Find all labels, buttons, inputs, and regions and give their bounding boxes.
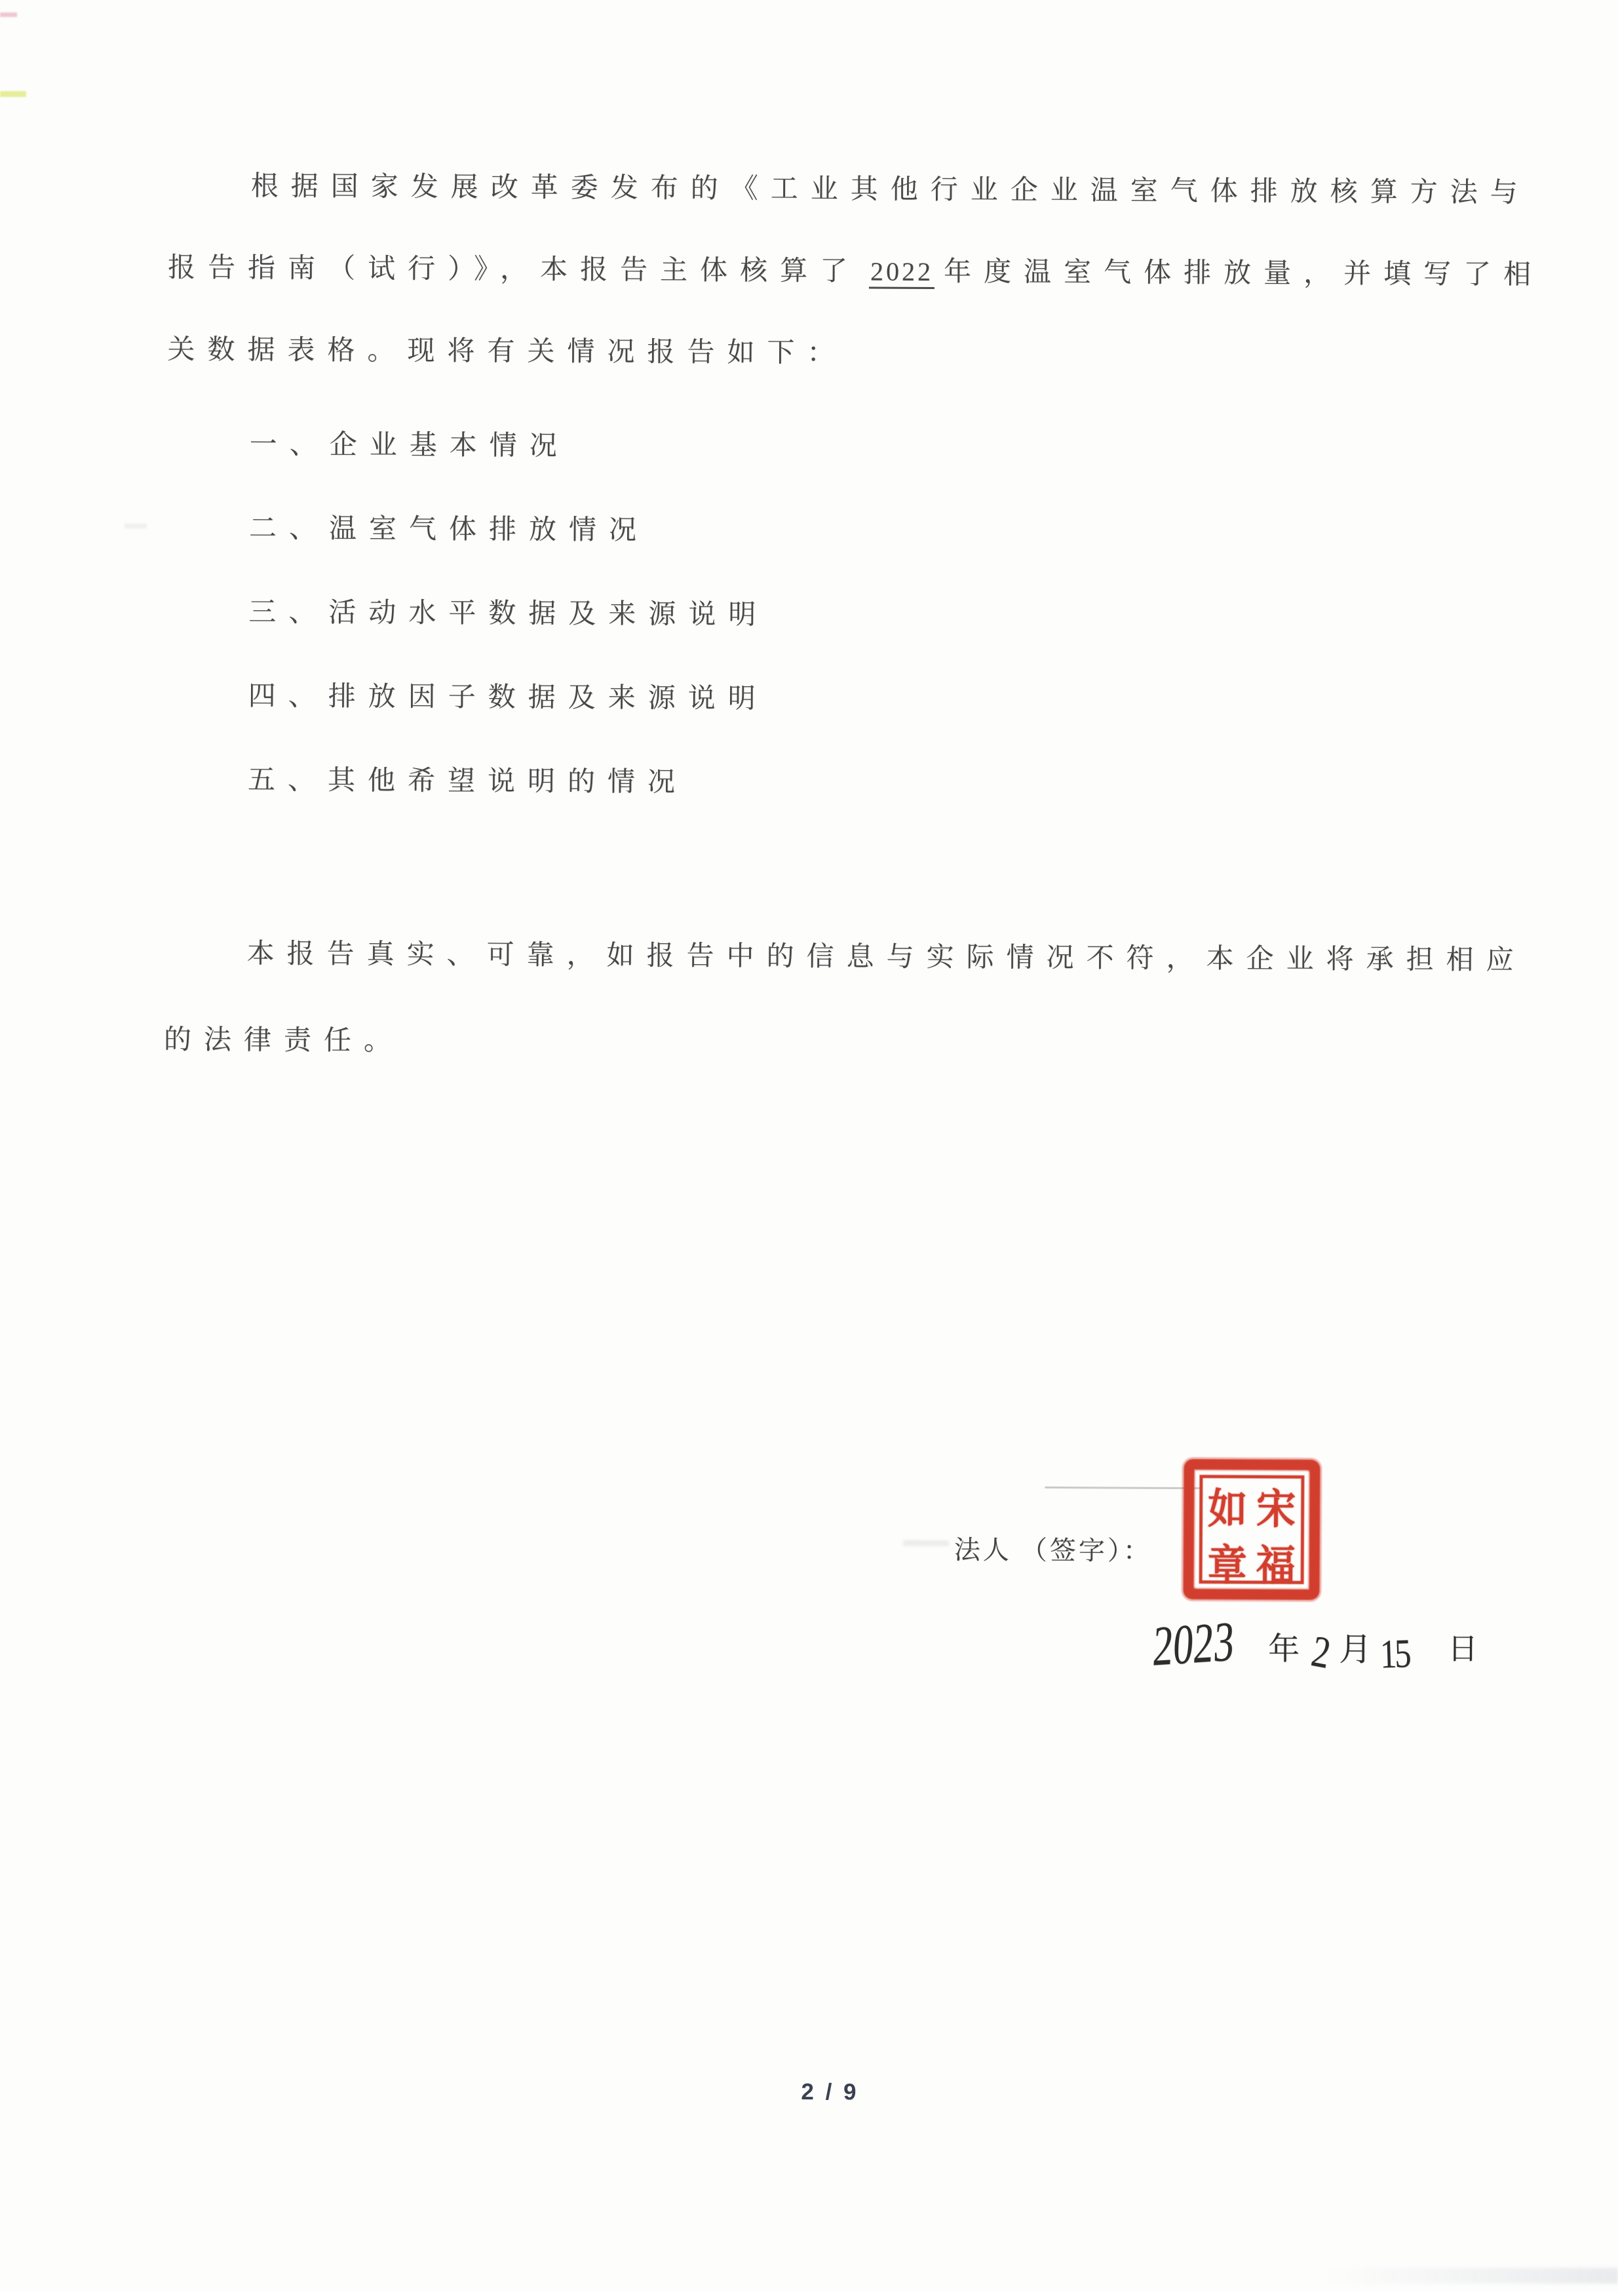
date-year: 2023 (1151, 1609, 1237, 1678)
list-item: 三、活动水平数据及来源说明 (248, 597, 769, 631)
scan-artifact-green-mark (0, 91, 26, 97)
page-number: 2 / 9 (801, 2078, 859, 2105)
intro-line-3: 关数据表格。现将有关情况报告如下： (167, 334, 847, 369)
seal-character: 宋 (1256, 1487, 1296, 1532)
scan-artifact-line (1045, 1487, 1202, 1489)
scan-artifact-smudge (903, 1540, 949, 1546)
seal-character: 章 (1207, 1542, 1247, 1589)
date-day-unit: 日 (1447, 1632, 1478, 1666)
declaration-paragraph (164, 910, 1567, 1091)
report-year-underlined: 2022 (869, 258, 934, 289)
scan-artifact-pink-mark (0, 12, 17, 17)
date-month-unit: 月 (1338, 1631, 1372, 1668)
list-item: 四、排放因子数据及来源说明 (248, 681, 768, 714)
scan-artifact-gray-mark (125, 524, 147, 528)
declaration-line-2: 的法律责任。 (163, 1024, 404, 1057)
intro-line-1: 根据国家发展改革委发布的《工业其他行业企业温室气体排放核算方法与 (250, 171, 1530, 208)
declaration-line-1: 本报告真实、可靠，如报告中的信息与实际情况不符，本企业将承担相应 (246, 939, 1526, 976)
list-item: 五、其他希望说明的情况 (247, 765, 688, 798)
date-day: 15 (1379, 1631, 1410, 1677)
red-name-seal (1182, 1458, 1321, 1601)
section-list (165, 402, 1570, 829)
list-item: 二、温室气体排放情况 (248, 513, 649, 546)
intro-line-2-post: 年度温室气体排放量，并填写了相 (943, 257, 1544, 290)
list-item: 一、企业基本情况 (249, 429, 569, 462)
intro-line-2-pre: 报告指南（试行）》，本报告主体核算了 (167, 252, 860, 287)
seal-character: 福 (1256, 1543, 1296, 1589)
date-month: 2 (1307, 1625, 1335, 1678)
intro-line-2 (168, 227, 1571, 317)
intro-paragraph (167, 146, 1571, 399)
seal-character: 如 (1208, 1486, 1248, 1532)
scan-artifact-bottom-smudge (1324, 2268, 1618, 2284)
legal-person-signature-label: 法人 （签字）： (953, 1535, 1152, 1566)
seal-characters (1203, 1477, 1301, 1589)
date-year-unit: 年 (1267, 1631, 1300, 1667)
handwritten-date (1151, 1591, 1478, 1681)
